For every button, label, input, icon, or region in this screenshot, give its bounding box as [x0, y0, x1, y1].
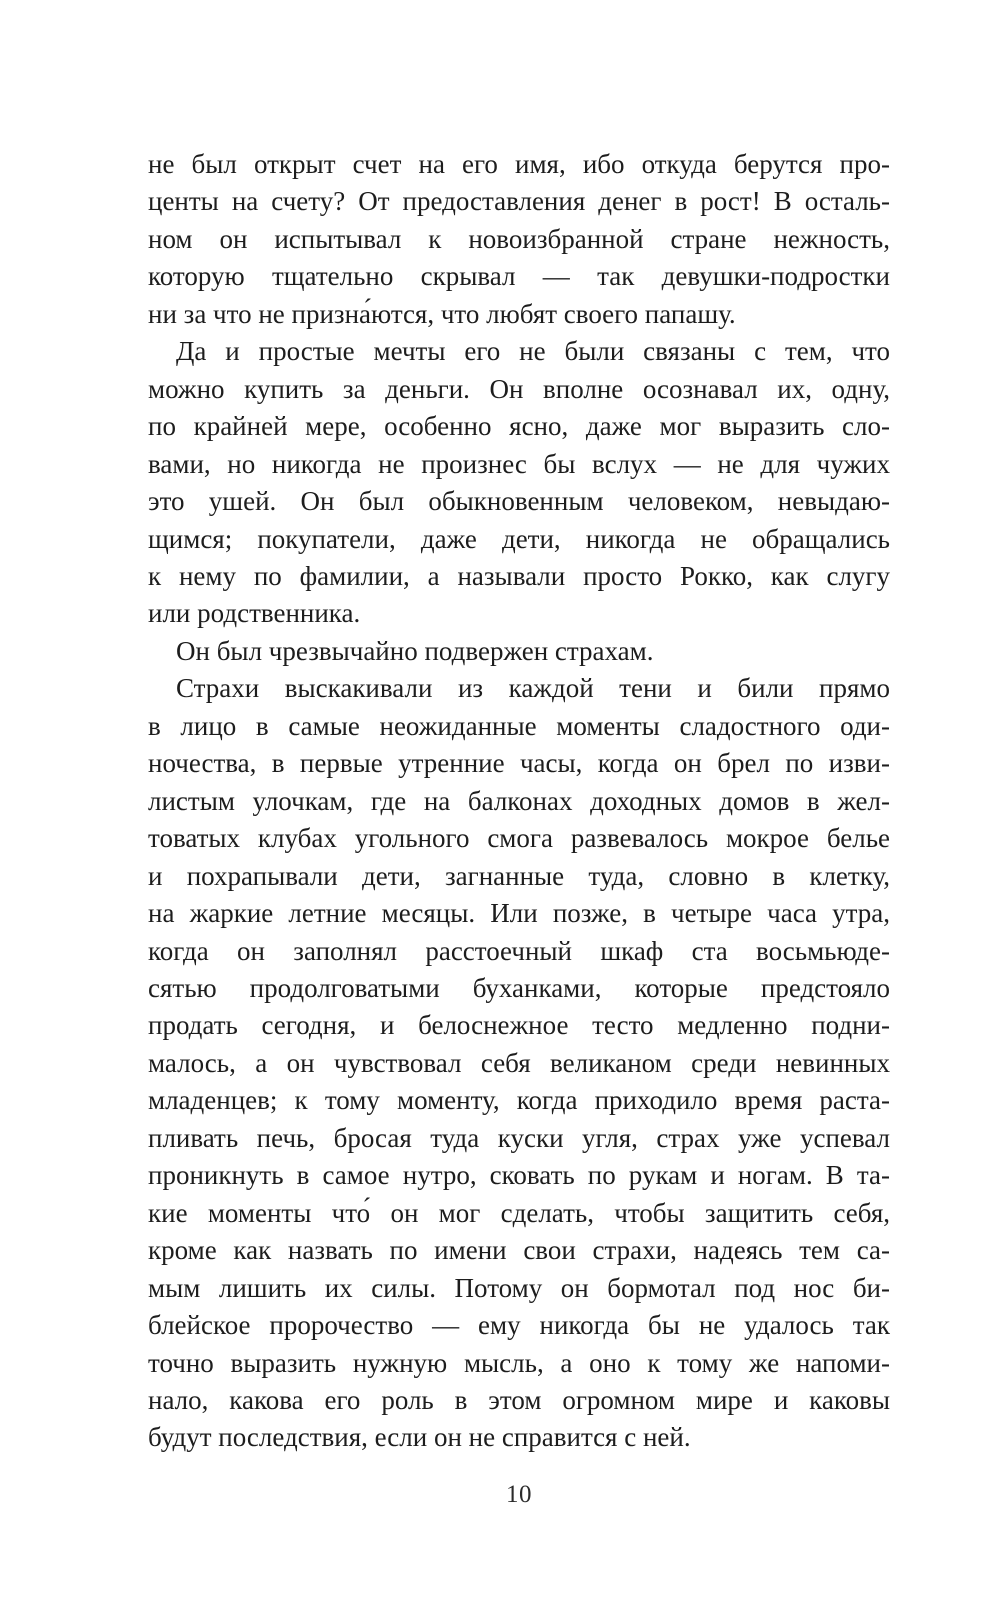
text-line: ночества, в первые утренние часы, когда он брел по изви-: [148, 748, 890, 779]
text-line: листым улочкам, где на балконах доходных домов в жел-: [148, 785, 890, 816]
page-text: [148, 146, 890, 1457]
text-line: вами, но никогда не произнес бы вслух — не для чужих: [148, 448, 890, 479]
text-line: кроме как назвать по имени свои страхи, надеясь тем са-: [148, 1235, 890, 1266]
text-line: Страхи выскакивали из каждой тени и били прямо: [176, 673, 890, 704]
text-line: младенцев; к тому моменту, когда приходило время раста-: [148, 1085, 890, 1116]
text-line: которую тщательно скрывал — так девушки-подростки: [148, 261, 890, 292]
text-line: Да и простые мечты его не были связаны с тем, что: [176, 336, 890, 367]
text-line: мым лишить их силы. Потому он бормотал под нос би-: [148, 1272, 890, 1303]
text-line: щимся; покупатели, даже дети, никогда не обращались: [148, 523, 890, 554]
text-line: когда он заполнял расстоечный шкаф ста восьмьюде-: [148, 935, 890, 966]
text-line: не был открыт счет на его имя, ибо откуда берутся про-: [148, 149, 890, 179]
text-line: блейское пророчество — ему никогда бы не удалось так: [148, 1310, 890, 1341]
text-line: продать сегодня, и белоснежное тесто медленно подни-: [148, 1010, 890, 1041]
text-line: в лицо в самые неожиданные моменты сладостного оди-: [148, 710, 890, 741]
text-line: пливать печь, бросая туда куски угля, страх уже успевал: [148, 1122, 890, 1153]
text-line: Он был чрезвычайно подвержен страхам.: [176, 635, 654, 666]
text-line: это ушей. Он был обыкновенным человеком, невыдаю-: [148, 486, 890, 517]
text-line: и похрапывали дети, загнанные туда, словно в клетку,: [148, 860, 890, 891]
paragraph: [148, 633, 890, 670]
text-line: кие моменты что́ он мог сделать, чтобы защитить себя,: [148, 1197, 890, 1228]
text-line: товатых клубах угольного смога развевалось мокрое белье: [148, 823, 890, 854]
text-line: будут последствия, если он не справится с ней.: [148, 1422, 691, 1453]
text-line: проникнуть в самое нутро, сковать по рукам и ногам. В та-: [148, 1160, 890, 1191]
text-line: к нему по фамилии, а называли просто Рокко, как слугу: [148, 560, 890, 591]
text-line: нало, какова его роль в этом огромном мире и каковы: [148, 1384, 890, 1415]
page-number: 10: [506, 1481, 532, 1508]
text-line: малось, а он чувствовал себя великаном среди невинных: [148, 1047, 890, 1078]
text-line: можно купить за деньги. Он вполне осознавал их, одну,: [148, 373, 890, 404]
text-line: ни за что не призна́ются, что любят своего папашу.: [148, 298, 736, 329]
text-line: по крайней мере, особенно ясно, даже мог выразить сло-: [148, 411, 890, 442]
text-line: или родственника.: [148, 598, 361, 629]
paragraph: [148, 146, 890, 333]
text-line: ном он испытывал к новоизбранной стране нежность,: [148, 223, 890, 254]
paragraph: [148, 333, 890, 633]
text-line: центы на счету? От предоставления денег в рост! В осталь-: [148, 186, 890, 217]
text-line: точно выразить нужную мысль, а оно к тому же напоми-: [148, 1347, 890, 1378]
paragraph: [148, 670, 890, 1457]
text-line: на жаркие летние месяцы. Или позже, в четыре часа утра,: [148, 898, 890, 929]
text-line: сятью продолговатыми буханками, которые предстояло: [148, 972, 890, 1003]
